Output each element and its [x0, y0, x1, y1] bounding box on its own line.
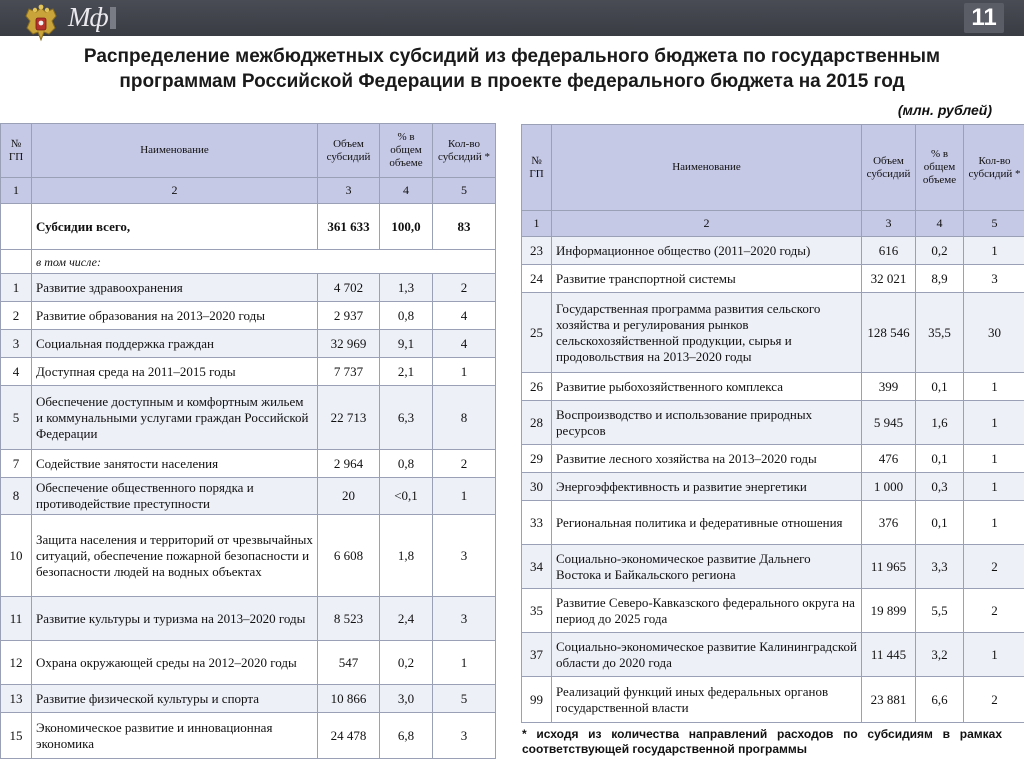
total-percent: 100,0: [380, 204, 433, 250]
table-row: [522, 545, 1024, 589]
table-row: [1, 358, 496, 386]
subsidy-count: 1: [964, 373, 1024, 401]
col-header-percent: % в общем объеме: [380, 124, 433, 178]
col-number: 1: [1, 178, 32, 204]
row-number: 37: [522, 633, 552, 677]
subsidy-percent: 1,8: [380, 515, 433, 597]
subsidy-volume: 8 523: [318, 597, 380, 641]
subsidy-count: 1: [433, 358, 496, 386]
subsidy-percent: 0,8: [380, 302, 433, 330]
col-header-name: Наименование: [32, 124, 318, 178]
table-row: [522, 677, 1024, 723]
subsidy-percent: 5,5: [916, 589, 964, 633]
subsidy-volume: 4 702: [318, 274, 380, 302]
subsidy-volume: 10 866: [318, 685, 380, 713]
subsidy-volume: 376: [862, 501, 916, 545]
subsidy-count: 2: [964, 589, 1024, 633]
program-name: Региональная политика и федеративные отношения: [552, 501, 862, 545]
total-row: [1, 204, 496, 250]
subsidy-count: 1: [964, 501, 1024, 545]
program-name: Воспроизводство и использование природных ресурсов: [552, 401, 862, 445]
subsidy-volume: 399: [862, 373, 916, 401]
row-number: 23: [522, 237, 552, 265]
table-row: [522, 473, 1024, 501]
subsidy-volume: 2 937: [318, 302, 380, 330]
program-name: Обеспечение общественного порядка и противодействие преступности: [32, 478, 318, 515]
col-number: 2: [552, 211, 862, 237]
subsidy-volume: 128 546: [862, 293, 916, 373]
table-row: [1, 713, 496, 759]
subsidy-count: 1: [964, 237, 1024, 265]
col-header-volume: Объем субсидий: [862, 125, 916, 211]
subsidy-count: 1: [964, 473, 1024, 501]
subsidy-volume: 23 881: [862, 677, 916, 723]
subsidy-percent: 9,1: [380, 330, 433, 358]
subsidy-percent: 1,6: [916, 401, 964, 445]
subsidy-percent: 0,3: [916, 473, 964, 501]
subsidy-volume: 20: [318, 478, 380, 515]
total-count: 83: [433, 204, 496, 250]
program-name: Государственная программа развития сельского хозяйства и регулирования рынков сельскохозяйственной продукции, сырья и продовольствия на 2013–2020 годы: [552, 293, 862, 373]
footnote: * исходя из количества направлений расходов по субсидиям в рамках соответствующей государственной программы: [522, 727, 1002, 756]
col-number: 3: [862, 211, 916, 237]
program-name: Реализаций функций иных федеральных органов государственной власти: [552, 677, 862, 723]
table-row: [522, 445, 1024, 473]
subsidy-percent: 1,3: [380, 274, 433, 302]
top-bar: [0, 0, 1024, 36]
row-number: 34: [522, 545, 552, 589]
subsidy-volume: 32 021: [862, 265, 916, 293]
table-row: [522, 501, 1024, 545]
col-number: 3: [318, 178, 380, 204]
subsidy-count: 4: [433, 330, 496, 358]
program-name: Защита населения и территорий от чрезвычайных ситуаций, обеспечение пожарной безопасности и безопасности людей на водных объектах: [32, 515, 318, 597]
col-header-num: № ГП: [1, 124, 32, 178]
program-name: Развитие физической культуры и спорта: [32, 685, 318, 713]
col-header-count: Кол-во субсидий *: [964, 125, 1024, 211]
col-number: 5: [433, 178, 496, 204]
col-header-volume: Объем субсидий: [318, 124, 380, 178]
program-name: Развитие Северо-Кавказского федерального округа на период до 2025 года: [552, 589, 862, 633]
subsidy-percent: 0,1: [916, 373, 964, 401]
subsidy-percent: 0,1: [916, 501, 964, 545]
program-name: Развитие транспортной системы: [552, 265, 862, 293]
row-number: 12: [1, 641, 32, 685]
subsidy-volume: 6 608: [318, 515, 380, 597]
subsidy-count: 2: [433, 274, 496, 302]
subheading-text: в том числе:: [32, 250, 496, 274]
table-row: [522, 589, 1024, 633]
table-row: [1, 478, 496, 515]
subsidy-count: 3: [433, 597, 496, 641]
subsidy-count: 3: [433, 713, 496, 759]
table-row: [522, 373, 1024, 401]
row-number: 25: [522, 293, 552, 373]
table-row: [522, 633, 1024, 677]
row-number: 4: [1, 358, 32, 386]
program-name: Доступная среда на 2011–2015 годы: [32, 358, 318, 386]
row-number: 11: [1, 597, 32, 641]
program-name: Информационное общество (2011–2020 годы): [552, 237, 862, 265]
subsidy-percent: 0,2: [916, 237, 964, 265]
row-number: 5: [1, 386, 32, 450]
col-header-percent: % в общем объеме: [916, 125, 964, 211]
subsidy-count: 1: [964, 401, 1024, 445]
subsidy-volume: 11 445: [862, 633, 916, 677]
subsidy-count: 8: [433, 386, 496, 450]
subsidy-volume: 32 969: [318, 330, 380, 358]
col-number: 2: [32, 178, 318, 204]
program-name: Развитие образования на 2013–2020 годы: [32, 302, 318, 330]
subsidy-volume: 11 965: [862, 545, 916, 589]
row-number: 28: [522, 401, 552, 445]
subsidy-percent: 2,4: [380, 597, 433, 641]
table-row: [522, 237, 1024, 265]
program-name: Развитие здравоохранения: [32, 274, 318, 302]
program-name: Энергоэффективность и развитие энергетики: [552, 473, 862, 501]
table-row: [1, 450, 496, 478]
table-row: [1, 330, 496, 358]
program-name: Развитие лесного хозяйства на 2013–2020 годы: [552, 445, 862, 473]
total-name: Субсидии всего,: [32, 204, 318, 250]
row-number: 26: [522, 373, 552, 401]
subsidy-count: 5: [433, 685, 496, 713]
table-row: [1, 386, 496, 450]
subsidy-volume: 476: [862, 445, 916, 473]
subsidy-percent: 35,5: [916, 293, 964, 373]
subsidy-percent: 8,9: [916, 265, 964, 293]
col-header-num: № ГП: [522, 125, 552, 211]
subsidy-percent: 6,6: [916, 677, 964, 723]
col-header-name: Наименование: [552, 125, 862, 211]
subsidy-count: 1: [964, 633, 1024, 677]
table-row: [522, 293, 1024, 373]
table-row: [1, 641, 496, 685]
program-name: Социальная поддержка граждан: [32, 330, 318, 358]
right-subsidies-table: [521, 124, 1024, 723]
row-number: 3: [1, 330, 32, 358]
table-row: [1, 597, 496, 641]
table-row: [1, 685, 496, 713]
subsidy-volume: 1 000: [862, 473, 916, 501]
subsidy-count: 3: [433, 515, 496, 597]
row-number: 30: [522, 473, 552, 501]
row-number: 35: [522, 589, 552, 633]
total-volume: 361 633: [318, 204, 380, 250]
col-number: 5: [964, 211, 1024, 237]
row-number: 10: [1, 515, 32, 597]
row-number: 1: [1, 274, 32, 302]
table-row: [1, 274, 496, 302]
subsidy-count: 4: [433, 302, 496, 330]
col-number: 4: [380, 178, 433, 204]
subsidy-count: 2: [964, 545, 1024, 589]
subsidy-percent: 3,0: [380, 685, 433, 713]
subsidy-count: 1: [964, 445, 1024, 473]
page-number: 11: [964, 3, 1004, 33]
program-name: Социально-экономическое развитие Дальнего Востока и Байкальского региона: [552, 545, 862, 589]
subsidy-percent: 0,2: [380, 641, 433, 685]
subsidy-count: 1: [433, 641, 496, 685]
col-number: 4: [916, 211, 964, 237]
subsidy-volume: 2 964: [318, 450, 380, 478]
subsidy-count: 30: [964, 293, 1024, 373]
table-row: [1, 515, 496, 597]
subsidy-volume: 24 478: [318, 713, 380, 759]
program-name: Содействие занятости населения: [32, 450, 318, 478]
subsidy-percent: 3,2: [916, 633, 964, 677]
program-name: Обеспечение доступным и комфортным жильем и коммунальными услугами граждан Российской Федерации: [32, 386, 318, 450]
subsidy-count: 2: [433, 450, 496, 478]
program-name: Охрана окружающей среды на 2012–2020 годы: [32, 641, 318, 685]
subsidy-volume: 5 945: [862, 401, 916, 445]
subsidy-count: 1: [433, 478, 496, 515]
program-name: Развитие рыбохозяйственного комплекса: [552, 373, 862, 401]
row-number: 24: [522, 265, 552, 293]
subsidy-percent: 0,8: [380, 450, 433, 478]
units-label: (млн. рублей): [897, 102, 992, 118]
subheading-row: [1, 250, 496, 274]
program-name: Социально-экономическое развитие Калининградской области до 2020 года: [552, 633, 862, 677]
subsidy-volume: 7 737: [318, 358, 380, 386]
row-number: 29: [522, 445, 552, 473]
table-row: [522, 401, 1024, 445]
subsidy-volume: 22 713: [318, 386, 380, 450]
subsidy-count: 3: [964, 265, 1024, 293]
col-number: 1: [522, 211, 552, 237]
coat-of-arms-icon: [22, 4, 60, 44]
subsidy-volume: 616: [862, 237, 916, 265]
row-number: 99: [522, 677, 552, 723]
col-header-count: Кол-во субсидий *: [433, 124, 496, 178]
subsidy-volume: 547: [318, 641, 380, 685]
subsidy-percent: 6,8: [380, 713, 433, 759]
row-number: 33: [522, 501, 552, 545]
ministry-logo-text: Мф: [68, 2, 116, 33]
row-number: 8: [1, 478, 32, 515]
subsidy-percent: <0,1: [380, 478, 433, 515]
subsidy-percent: 0,1: [916, 445, 964, 473]
row-number: 2: [1, 302, 32, 330]
row-number: 13: [1, 685, 32, 713]
row-number: 7: [1, 450, 32, 478]
table-row: [1, 302, 496, 330]
subsidy-percent: 6,3: [380, 386, 433, 450]
program-name: Экономическое развитие и инновационная экономика: [32, 713, 318, 759]
row-number: 15: [1, 713, 32, 759]
subsidy-percent: 3,3: [916, 545, 964, 589]
left-subsidies-table: [0, 123, 496, 759]
subsidy-volume: 19 899: [862, 589, 916, 633]
subsidy-percent: 2,1: [380, 358, 433, 386]
page-title: Распределение межбюджетных субсидий из федерального бюджета по государственным программам Российской Федерации в проекте федерального бюджета на 2015 год: [83, 46, 941, 92]
table-row: [522, 265, 1024, 293]
subsidy-count: 2: [964, 677, 1024, 723]
program-name: Развитие культуры и туризма на 2013–2020 годы: [32, 597, 318, 641]
